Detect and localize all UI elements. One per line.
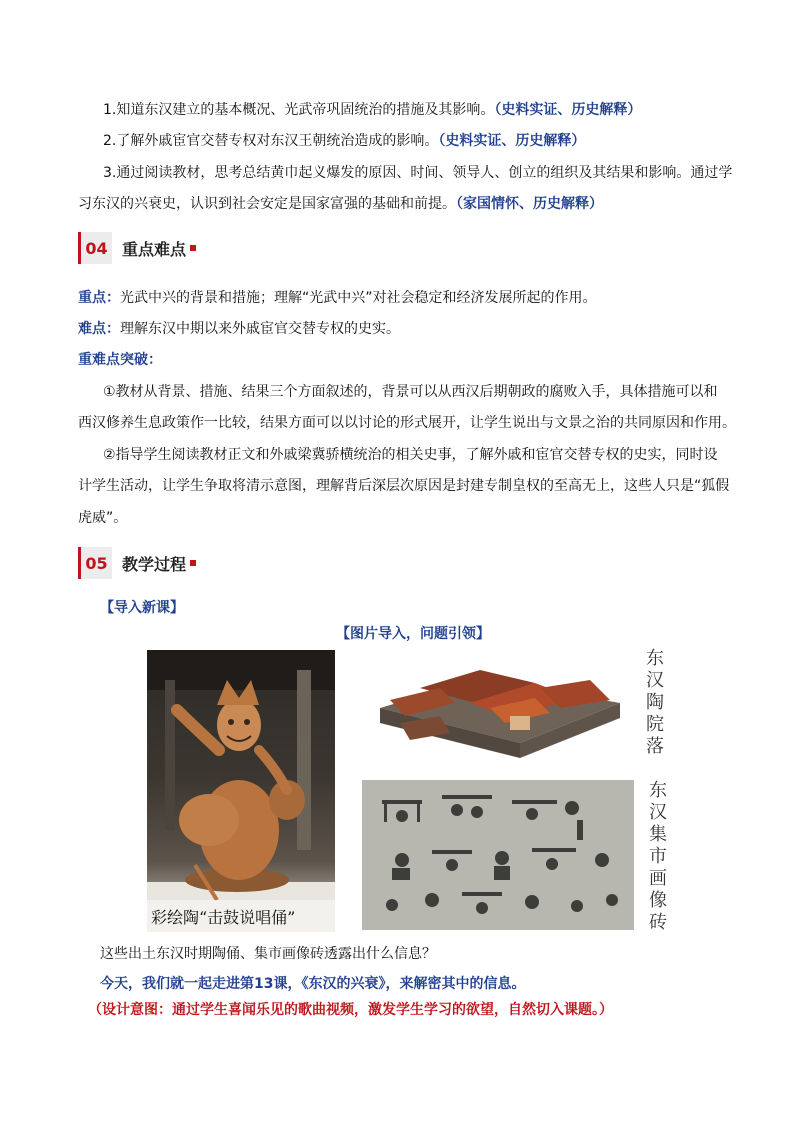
hard-point-label: 难点：	[78, 321, 120, 337]
design-intent: （设计意图：通过学生喜闻乐见的歌曲视频，激发学生学习的欲望，自然切入课题。）	[88, 1002, 613, 1018]
objective-1-text: 1.知道东汉建立的基本概况、光武帝巩固统治的措施及其影响。	[103, 102, 495, 118]
breakthrough-2-line1: ②指导学生阅读教材正文和外戚梁冀骄横统治的相关史事，了解外戚和宦官交替专权的史实，同时设	[103, 447, 718, 463]
hard-point	[78, 319, 400, 339]
intro-question: 这些出土东汉时期陶俑、集市画像砖透露出什么信息？	[100, 946, 436, 962]
pottery-figurine-drawing	[147, 650, 335, 932]
pottery-courtyard-image	[360, 648, 640, 768]
objective-1	[103, 100, 641, 120]
objective-1-tag: （史料实证、历史解释）	[494, 102, 642, 118]
pottery-figurine-image	[147, 650, 335, 932]
pottery-courtyard-drawing	[360, 648, 640, 768]
section-04-number: 04	[78, 232, 112, 264]
section-05-square-icon	[190, 560, 196, 566]
market-brick-drawing	[362, 780, 634, 930]
objective-3-tag: （家国情怀、历史解释）	[456, 196, 603, 212]
section-05-title: 教学过程	[122, 554, 187, 574]
breakthrough-label: 重难点突破：	[78, 352, 162, 368]
objective-3-text: 习东汉的兴衰史，认识到社会安定是国家富强的基础和前提。	[78, 196, 456, 212]
breakthrough-2-line2: 计学生活动，让学生争取将清示意图，理解背后深层次原因是封建专制皇权的至高无上，这些人只是“狐假	[78, 478, 730, 494]
section-04-title: 重点难点	[122, 239, 187, 259]
hard-point-text: 理解东汉中期以来外戚宦官交替专权的史实。	[120, 321, 400, 337]
objective-3-line1: 3.通过阅读教材，思考总结黄巾起义爆发的原因、时间、领导人、创立的组织及其结果和影响。通过学	[103, 165, 733, 181]
objective-2-tag: （史料实证、历史解释）	[438, 133, 586, 149]
market-brick-image	[362, 780, 634, 930]
figurine-caption: 彩绘陶“击鼓说唱俑”	[151, 908, 296, 927]
image-caption: 【图片导入，问题引领】	[336, 626, 490, 642]
today-line: 今天，我们就一起走进第13课，《东汉的兴衰》，来解密其中的信息。	[100, 976, 526, 992]
breakthrough-1-line1: ①教材从背景、措施、结果三个方面叙述的，背景可以从西汉后期朝政的腐败入手，具体措施可以和	[103, 384, 718, 400]
key-point	[78, 288, 597, 308]
section-04-header	[78, 232, 196, 264]
objective-2	[103, 131, 585, 151]
section-05-number: 05	[78, 547, 112, 579]
section-04-square-icon	[190, 245, 196, 251]
courtyard-label: 东汉陶院落	[646, 648, 664, 757]
section-05-header	[78, 547, 196, 579]
key-point-text: 光武中兴的背景和措施；理解“光武中兴”对社会稳定和经济发展所起的作用。	[120, 290, 597, 306]
intro-label: 【导入新课】	[100, 600, 184, 616]
key-point-label: 重点：	[78, 290, 120, 306]
objective-2-text: 2.了解外戚宦官交替专权对东汉王朝统治造成的影响。	[103, 133, 439, 149]
market-brick-label: 东汉集市画像砖	[649, 780, 667, 933]
breakthrough-2-line3: 虎威”。	[78, 510, 128, 526]
objective-3-line2	[78, 194, 603, 214]
breakthrough-1-line2: 西汉修养生息政策作一比较，结果方面可以以讨论的形式展开，让学生说出与文景之治的共同原因和作用。	[78, 415, 736, 431]
